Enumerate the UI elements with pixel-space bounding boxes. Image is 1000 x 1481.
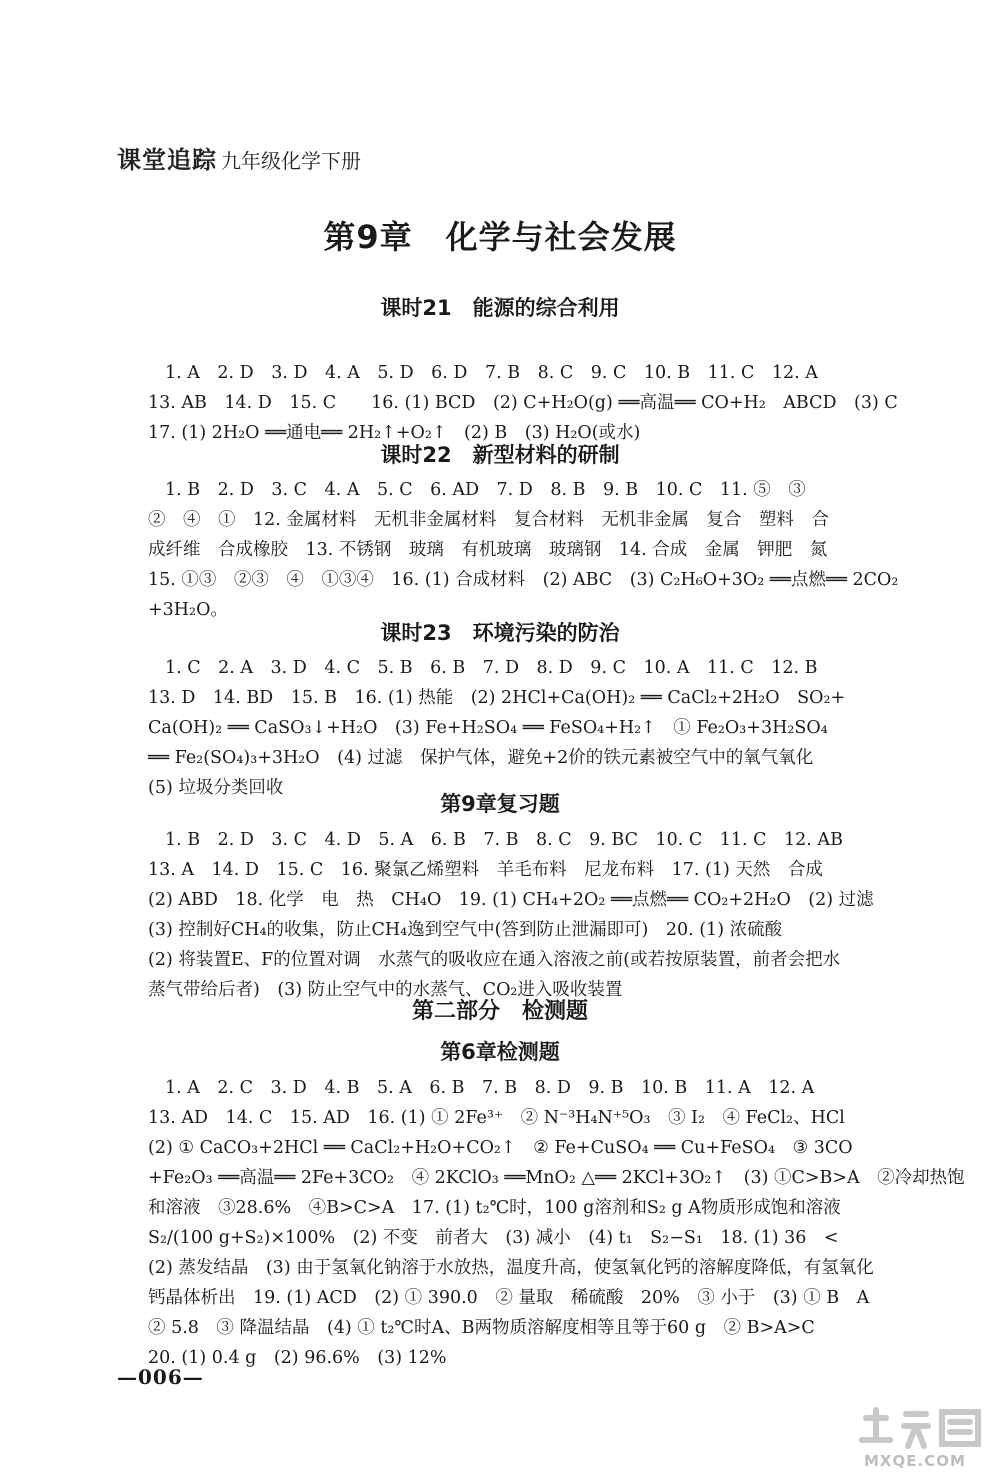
section-answers-22 (148, 475, 918, 625)
answer-line: 13. A 14. D 15. C 16. 聚氯乙烯塑料 羊毛布料 尼龙布料 17. (1) 天然 合成 (148, 860, 823, 880)
answer-line: (2) 将装置E、F的位置对调 水蒸气的吸收应在通入溶液之前(或若按原装置，前者会把水 (148, 950, 841, 970)
answer-line: 钙晶体析出 19. (1) ACD (2) ① 390.0 ② 量取 稀硫酸 20% ③ 小于 (3) ① B A (148, 1288, 870, 1308)
answer-line: 17. (1) 2H₂O ══通电══ 2H₂↑+O₂↑ (2) B (3) H₂O(或水) (148, 423, 641, 443)
answer-line: 1. B 2. D 3. C 4. D 5. A 6. B 7. B 8. C 9. BC 10. C 11. C 12. AB (165, 830, 843, 850)
part-title: 第二部分 检测题 (411, 999, 588, 1024)
section-title-23: 课时23 环境污染的防治 (380, 621, 620, 645)
answer-line: S₂/(100 g+S₂)×100% (2) 不变 前者大 (3) 减小 (4) t₁ S₂−S₁ 18. (1) 36 < (148, 1228, 839, 1248)
answer-line: ② ④ ① 12. 金属材料 无机非金属材料 复合材料 无机非金属 复合 塑料 合 (148, 510, 829, 530)
answer-line: 1. A 2. C 3. D 4. B 5. A 6. B 7. B 8. D 9. B 10. B 11. A 12. A (165, 1078, 815, 1098)
section-answers-23 (148, 653, 918, 803)
answer-line: (5) 垃圾分类回收 (148, 778, 284, 798)
answer-line: 1. B 2. D 3. C 4. A 5. C 6. AD 7. D 8. B 9. B 10. C 11. ⑤ ③ (165, 480, 806, 500)
section-answers-test6 (148, 1073, 965, 1373)
section-answers-review (148, 825, 918, 1005)
answer-line: +Fe₂O₃ ══高温══ 2Fe+3CO₂ ④ 2KClO₃ ══MnO₂ △══ 2KCl+3O₂↑ (3) ①C>B>A ②冷却热饱 (148, 1168, 965, 1188)
chapter-title: 第9章 化学与社会发展 (323, 218, 677, 256)
section-title-21: 课时21 能源的综合利用 (380, 296, 620, 320)
answer-line: 15. ①③ ②③ ④ ①③④ 16. (1) 合成材料 (2) ABC (3) C₂H₆O+3O₂ ══点燃══ 2CO₂ (148, 570, 899, 590)
book-subtitle: 九年级化学下册 (221, 149, 361, 173)
answer-line: +3H₂O。 (148, 600, 228, 620)
answer-line: 蒸气带给后者) (3) 防止空气中的水蒸气、CO₂进入吸收装置 (148, 980, 623, 1000)
answer-line: 1. C 2. A 3. D 4. C 5. B 6. B 7. D 8. D 9. C 10. A 11. C 12. B (165, 658, 818, 678)
answer-line: (2) ABD 18. 化学 电 热 CH₄O 19. (1) CH₄+2O₂ ══点燃══ CO₂+2H₂O (2) 过滤 (148, 890, 874, 910)
page-number: —006— (117, 1365, 204, 1389)
answer-line: ② 5.8 ③ 降温结晶 (4) ① t₂℃时A、B两物质溶解度相等且等于60 g ② B>A>C (148, 1318, 815, 1338)
answer-line: 和溶液 ③28.6% ④B>C>A 17. (1) t₂℃时，100 g溶剂和S₂ g A物质形成饱和溶液 (148, 1198, 841, 1218)
answer-line: 13. AB 14. D 15. C 16. (1) BCD (2) C+H₂O(g) ══高温══ CO+H₂ ABCD (3) C (148, 393, 898, 413)
book-brand: 课堂追踪 (117, 146, 217, 174)
answer-line: (3) 控制好CH₄的收集，防止CH₄逸到空气中(答到防止泄漏即可) 20. (1) 浓硫酸 (148, 920, 783, 940)
answer-line: 成纤维 合成橡胶 13. 不锈钢 玻璃 有机玻璃 玻璃钢 14. 合成 金属 钾肥 氮 (148, 540, 828, 560)
section-title-test6: 第6章检测题 (440, 1040, 560, 1064)
answer-line: 13. D 14. BD 15. B 16. (1) 热能 (2) 2HCl+Ca(OH)₂ ══ CaCl₂+2H₂O SO₂+ (148, 688, 846, 708)
answer-line: 1. A 2. D 3. D 4. A 5. D 6. D 7. B 8. C 9. C 10. B 11. C 12. A (165, 363, 818, 383)
section-answers-21 (148, 358, 918, 448)
answer-line: Ca(OH)₂ ══ CaSO₃↓+H₂O (3) Fe+H₂SO₄ ══ FeSO₄+H₂↑ ① Fe₂O₃+3H₂SO₄ (148, 718, 828, 738)
book-header (117, 140, 361, 175)
answer-line: 13. AD 14. C 15. AD 16. (1) ① 2Fe³⁺ ② N⁻³H₄N⁺⁵O₃ ③ I₂ ④ FeCl₂、HCl (148, 1108, 845, 1128)
answer-line: ══ Fe₂(SO₄)₃+3H₂O (4) 过滤 保护气体，避免+2价的铁元素被空气中的氧气氧化 (148, 748, 814, 768)
answer-line: 20. (1) 0.4 g (2) 96.6% (3) 12% (148, 1348, 447, 1368)
section-title-review: 第9章复习题 (440, 792, 560, 816)
answer-line: (2) 蒸发结晶 (3) 由于氢氧化钠溶于水放热，温度升高，使氢氧化钙的溶解度降低，有氢氧化 (148, 1258, 874, 1278)
answer-line: (2) ① CaCO₃+2HCl ══ CaCl₂+H₂O+CO₂↑ ② Fe+CuSO₄ ══ Cu+FeSO₄ ③ 3CO (148, 1138, 853, 1158)
section-title-22: 课时22 新型材料的研制 (380, 443, 620, 467)
watermark-text: MXQE.COM (864, 1452, 966, 1470)
